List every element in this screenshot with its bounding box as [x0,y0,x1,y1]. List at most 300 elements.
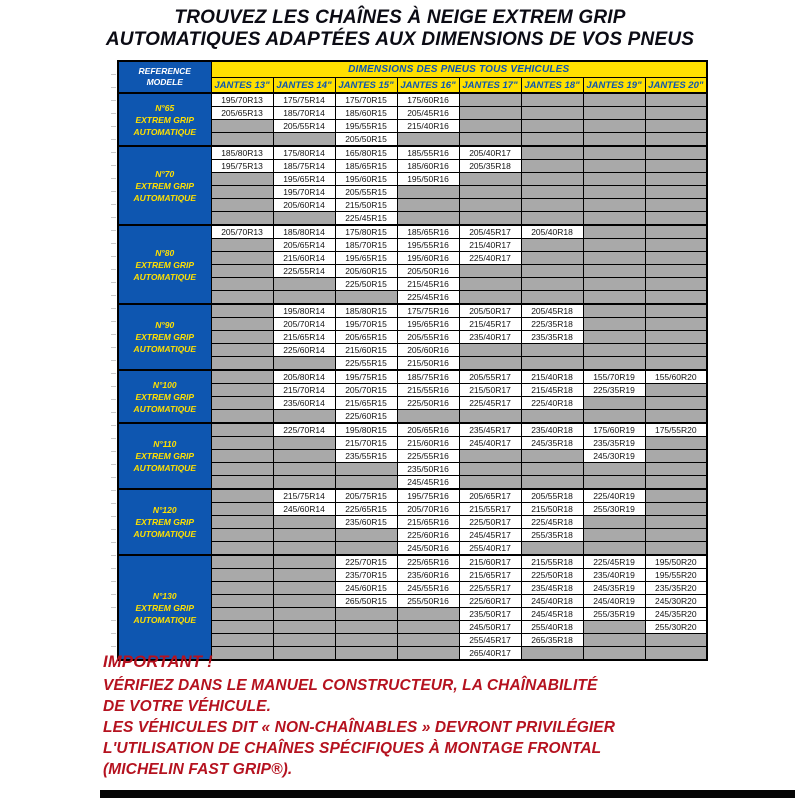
table-row [118,370,707,384]
model-cell [118,423,211,489]
tire-size-cell: 265/40R17 [459,647,521,661]
empty-cell [521,93,583,107]
empty-cell [273,569,335,582]
tire-size-cell: 235/60R15 [335,516,397,529]
model-cell-line: N°100 [152,379,177,390]
tire-size-cell: 205/65R13 [211,107,273,120]
model-cell-line: EXTREM GRIP [135,259,195,270]
notice-line-3: LES VÉHICULES DIT « NON-CHAÎNABLES » DEVRONT PRIVILÉGIER [103,719,615,736]
tire-size-cell: 175/75R16 [397,304,459,318]
empty-cell [335,463,397,476]
tire-size-cell: 195/70R13 [211,93,273,107]
tire-size-cell: 225/50R17 [459,516,521,529]
empty-cell [645,437,707,450]
tire-size-cell: 195/60R15 [335,173,397,186]
tire-size-cell: 185/60R16 [397,160,459,173]
tire-size-cell: 155/60R20 [645,370,707,384]
empty-cell [459,93,521,107]
empty-cell [211,212,273,226]
col-header-jantes-20: JANTES 20" [645,78,707,94]
tire-size-cell: 245/45R16 [397,476,459,490]
empty-cell [211,489,273,503]
empty-cell [335,476,397,490]
empty-cell [335,621,397,634]
tire-size-cell: 225/45R19 [583,555,645,569]
empty-cell [211,437,273,450]
empty-cell [335,291,397,305]
tire-size-cell: 255/40R18 [521,621,583,634]
empty-cell [645,304,707,318]
empty-cell [583,331,645,344]
empty-cell [645,133,707,147]
model-cell-line: EXTREM GRIP [135,391,195,402]
empty-cell [521,160,583,173]
tire-size-cell: 255/30R19 [583,503,645,516]
empty-cell [645,542,707,556]
empty-cell [521,265,583,278]
empty-cell [335,542,397,556]
empty-cell [583,199,645,212]
empty-cell [211,410,273,424]
empty-cell [335,634,397,647]
empty-cell [459,212,521,226]
empty-cell [645,199,707,212]
tire-size-cell: 195/70R15 [335,318,397,331]
tire-size-cell: 205/55R16 [397,331,459,344]
tire-size-cell: 215/65R15 [335,397,397,410]
tire-size-cell: 235/50R17 [459,608,521,621]
tire-size-cell: 245/50R16 [397,542,459,556]
empty-cell [645,212,707,226]
table-row [118,146,707,160]
empty-cell [583,239,645,252]
empty-cell [645,146,707,160]
model-cell-line: AUTOMATIQUE [133,126,196,137]
empty-cell [211,516,273,529]
empty-cell [583,634,645,647]
empty-cell [521,239,583,252]
tire-size-cell: 185/65R16 [397,225,459,239]
tire-size-cell: 235/40R18 [521,423,583,437]
empty-cell [273,582,335,595]
tire-size-cell: 215/60R15 [335,344,397,357]
tire-size-cell: 225/45R16 [397,291,459,305]
empty-cell [645,529,707,542]
tire-size-cell: 225/65R16 [397,555,459,569]
table-row [118,225,707,239]
title-line-2: AUTOMATIQUES ADAPTÉES AUX DIMENSIONS DE VOS PNEUS [105,29,695,50]
tire-size-cell: 245/40R19 [583,595,645,608]
tire-size-cell: 195/60R16 [397,252,459,265]
header-row-dimensions [118,61,707,78]
empty-cell [397,212,459,226]
empty-cell [211,569,273,582]
empty-cell [273,463,335,476]
empty-cell [459,120,521,133]
table-row [118,93,707,107]
tire-size-cell: 205/45R18 [521,304,583,318]
empty-cell [459,344,521,357]
tire-size-cell: 235/45R18 [521,582,583,595]
model-cell-line: EXTREM GRIP [135,602,195,613]
tire-size-cell: 215/75R14 [273,489,335,503]
empty-cell [397,186,459,199]
tire-size-cell: 185/75R16 [397,370,459,384]
tire-size-cell: 245/40R17 [459,437,521,450]
tire-size-cell: 215/50R18 [521,503,583,516]
tire-size-cell: 175/60R16 [397,93,459,107]
tire-size-cell: 235/55R15 [335,450,397,463]
tire-size-cell: 205/40R18 [521,225,583,239]
empty-cell [583,529,645,542]
tire-size-cell: 185/70R14 [273,107,335,120]
tire-size-cell: 205/80R14 [273,370,335,384]
empty-cell [211,252,273,265]
tire-size-cell: 195/55R20 [645,569,707,582]
empty-cell [211,304,273,318]
notice-line-4: L'UTILISATION DE CHAÎNES SPÉCIFIQUES À MONTAGE FRONTAL [103,740,602,757]
model-cell-line: N°110 [153,439,177,449]
tire-size-cell: 175/80R14 [273,146,335,160]
empty-cell [645,344,707,357]
tire-size-cell: 235/70R15 [335,569,397,582]
tire-size-cell: 155/70R19 [583,370,645,384]
col-header-jantes-13: JANTES 13" [211,78,273,94]
tire-size-cell: 205/55R18 [521,489,583,503]
empty-cell [583,463,645,476]
tire-size-cell: 235/40R17 [459,331,521,344]
empty-cell [645,120,707,133]
tire-size-cell: 245/60R15 [335,582,397,595]
empty-cell [583,344,645,357]
empty-cell [645,357,707,371]
reference-modele-header [118,61,211,93]
empty-cell [211,318,273,331]
empty-cell [211,199,273,212]
model-cell [118,304,211,370]
empty-cell [273,621,335,634]
col-header-jantes-18: JANTES 18" [521,78,583,94]
tire-size-cell: 225/40R18 [521,397,583,410]
empty-cell [645,225,707,239]
empty-cell [521,410,583,424]
tire-size-cell: 165/80R15 [335,146,397,160]
empty-cell [211,357,273,371]
empty-cell [459,186,521,199]
tire-size-cell: 215/70R14 [273,384,335,397]
tire-size-cell: 175/60R19 [583,423,645,437]
tire-size-cell: 265/35R18 [521,634,583,647]
empty-cell [645,476,707,490]
model-cell [118,93,211,146]
empty-cell [645,107,707,120]
empty-cell [211,120,273,133]
tire-size-cell: 195/50R20 [645,555,707,569]
tire-size-cell: 245/60R14 [273,503,335,516]
empty-cell [521,344,583,357]
table-row [118,423,707,437]
tire-size-cell: 225/60R14 [273,344,335,357]
tire-size-cell: 195/75R15 [335,370,397,384]
empty-cell [397,608,459,621]
tire-size-cell: 215/40R16 [397,120,459,133]
empty-cell [273,608,335,621]
empty-cell [273,595,335,608]
model-cell-line: AUTOMATIQUE [133,403,196,414]
tire-size-cell: 225/55R15 [335,357,397,371]
notice-line-1: VÉRIFIEZ DANS LE MANUEL CONSTRUCTEUR, LA CHAÎNABILITÉ [103,677,598,694]
model-cell-line: EXTREM GRIP [135,332,195,342]
dimensions-header: DIMENSIONS DES PNEUS TOUS VEHICULES [211,61,707,78]
empty-cell [521,476,583,490]
tire-size-cell: 255/45R17 [459,634,521,647]
tire-size-cell: 195/80R15 [335,423,397,437]
tire-size-cell: 185/80R14 [273,225,335,239]
model-cell-line: AUTOMATIQUE [133,192,196,203]
model-cell-line: EXTREM GRIP [135,114,195,125]
empty-cell [583,212,645,226]
empty-cell [645,291,707,305]
model-cell-line: N°120 [152,505,177,515]
tire-size-cell: 235/45R17 [459,423,521,437]
empty-cell [521,133,583,147]
title-line-1: TROUVEZ LES CHAÎNES À NEIGE EXTREM GRIP [174,7,626,28]
empty-cell [583,186,645,199]
tire-size-cell: 195/65R16 [397,318,459,331]
empty-cell [273,450,335,463]
tire-size-cell: 215/45R16 [397,278,459,291]
tire-size-cell: 205/35R18 [459,160,521,173]
empty-cell [583,410,645,424]
tire-size-cell: 215/50R15 [335,199,397,212]
tire-size-cell: 225/40R19 [583,489,645,503]
tire-size-cell: 195/50R16 [397,173,459,186]
tire-size-cell: 195/80R14 [273,304,335,318]
empty-cell [211,529,273,542]
notice-line-5: (MICHELIN FAST GRIP®). [103,761,293,778]
tire-size-cell: 215/50R16 [397,357,459,371]
empty-cell [459,291,521,305]
empty-cell [645,489,707,503]
table-row [118,555,707,569]
bottom-bar [100,790,795,798]
model-cell [118,555,211,660]
tire-size-cell: 225/35R18 [521,318,583,331]
model-cell [118,225,211,304]
tire-size-cell: 215/60R14 [273,252,335,265]
tire-size-cell: 205/65R16 [397,423,459,437]
col-header-jantes-15: JANTES 15" [335,78,397,94]
tire-size-cell: 215/70R15 [335,437,397,450]
empty-cell [583,265,645,278]
empty-cell [645,331,707,344]
tire-size-cell: 205/50R17 [459,304,521,318]
empty-cell [583,93,645,107]
empty-cell [459,133,521,147]
tire-size-cell: 185/80R15 [335,304,397,318]
empty-cell [211,291,273,305]
tire-size-cell: 225/55R17 [459,582,521,595]
tire-size-cell: 245/35R18 [521,437,583,450]
tire-size-cell: 205/65R15 [335,331,397,344]
tire-size-cell: 195/70R14 [273,186,335,199]
tire-size-cell: 205/70R15 [335,384,397,397]
empty-cell [521,278,583,291]
empty-cell [273,278,335,291]
empty-cell [521,120,583,133]
tire-size-cell: 225/45R18 [521,516,583,529]
tire-size-cell: 225/60R16 [397,529,459,542]
empty-cell [211,476,273,490]
model-cell-line: EXTREM GRIP [135,451,195,461]
col-header-jantes-14: JANTES 14" [273,78,335,94]
tire-size-cell: 205/50R15 [335,133,397,147]
tire-size-cell: 195/75R16 [397,489,459,503]
model-cell [118,489,211,555]
tire-size-cell: 215/50R17 [459,384,521,397]
tire-size-cell: 225/40R17 [459,252,521,265]
tire-fitment-table [117,60,708,661]
empty-cell [645,173,707,186]
modele-label: MODELE [146,77,183,87]
tire-size-cell: 245/35R20 [645,608,707,621]
empty-cell [211,621,273,634]
empty-cell [645,93,707,107]
model-cell-line: AUTOMATIQUE [133,463,196,473]
tire-size-cell: 255/35R19 [583,608,645,621]
empty-cell [521,463,583,476]
tire-size-cell: 215/65R14 [273,331,335,344]
empty-cell [645,160,707,173]
empty-cell [273,634,335,647]
empty-cell [211,503,273,516]
tire-size-cell: 185/80R13 [211,146,273,160]
empty-cell [211,344,273,357]
tire-size-cell: 215/40R18 [521,370,583,384]
empty-cell [521,542,583,556]
tire-size-cell: 205/40R17 [459,146,521,160]
model-cell-line: EXTREM GRIP [135,517,195,527]
tire-size-cell: 245/30R20 [645,595,707,608]
empty-cell [211,463,273,476]
col-header-jantes-16: JANTES 16" [397,78,459,94]
model-cell-line: N°65 [155,102,175,113]
tire-size-cell: 245/55R16 [397,582,459,595]
empty-cell [645,397,707,410]
empty-cell [645,516,707,529]
empty-cell [211,595,273,608]
empty-cell [211,555,273,569]
empty-cell [459,173,521,186]
empty-cell [583,278,645,291]
empty-cell [583,120,645,133]
tire-size-cell: 215/55R18 [521,555,583,569]
empty-cell [273,410,335,424]
empty-cell [521,199,583,212]
empty-cell [583,291,645,305]
empty-cell [459,476,521,490]
empty-cell [397,410,459,424]
empty-cell [583,318,645,331]
tire-size-cell: 265/50R15 [335,595,397,608]
model-cell-line: N°130 [152,590,177,601]
tire-size-cell: 255/35R18 [521,529,583,542]
tire-size-cell: 245/40R18 [521,595,583,608]
empty-cell [459,265,521,278]
tire-size-cell: 205/50R16 [397,265,459,278]
empty-cell [583,516,645,529]
empty-cell [583,146,645,160]
empty-cell [645,265,707,278]
empty-cell [211,370,273,384]
table-body [118,93,707,660]
model-cell [118,146,211,225]
empty-cell [459,357,521,371]
empty-cell [273,516,335,529]
empty-cell [521,450,583,463]
empty-cell [335,529,397,542]
empty-cell [211,278,273,291]
tire-size-cell: 235/35R18 [521,331,583,344]
empty-cell [645,384,707,397]
empty-cell [459,410,521,424]
tire-size-cell: 215/65R16 [397,516,459,529]
empty-cell [211,133,273,147]
empty-cell [583,476,645,490]
empty-cell [645,186,707,199]
tire-size-cell: 175/70R15 [335,93,397,107]
important-heading: IMPORTANT ! [103,653,213,671]
empty-cell [211,384,273,397]
model-cell [118,370,211,423]
tire-size-cell: 235/60R14 [273,397,335,410]
tire-size-cell: 225/55R14 [273,265,335,278]
empty-cell [397,133,459,147]
tire-size-cell: 205/60R15 [335,265,397,278]
model-cell-line: N°90 [155,320,175,330]
table-row [118,304,707,318]
empty-cell [211,239,273,252]
empty-cell [211,450,273,463]
empty-cell [645,410,707,424]
tire-size-cell: 245/45R17 [459,529,521,542]
tire-size-cell: 225/35R19 [583,384,645,397]
tire-size-cell: 215/45R18 [521,384,583,397]
empty-cell [521,146,583,160]
empty-cell [335,608,397,621]
tire-size-cell: 215/60R16 [397,437,459,450]
empty-cell [583,133,645,147]
tire-size-cell: 185/75R14 [273,160,335,173]
empty-cell [583,225,645,239]
tire-size-cell: 225/50R16 [397,397,459,410]
tire-size-cell: 185/60R15 [335,107,397,120]
empty-cell [521,212,583,226]
empty-cell [645,252,707,265]
tire-size-cell: 195/65R15 [335,252,397,265]
empty-cell [211,397,273,410]
tire-size-cell: 245/50R17 [459,621,521,634]
empty-cell [521,252,583,265]
tire-size-cell: 255/30R20 [645,621,707,634]
tire-size-cell: 225/65R15 [335,503,397,516]
tire-size-cell: 235/50R16 [397,463,459,476]
empty-cell [397,621,459,634]
tire-size-cell: 215/40R17 [459,239,521,252]
empty-cell [645,450,707,463]
tire-size-cell: 195/55R16 [397,239,459,252]
empty-cell [521,107,583,120]
